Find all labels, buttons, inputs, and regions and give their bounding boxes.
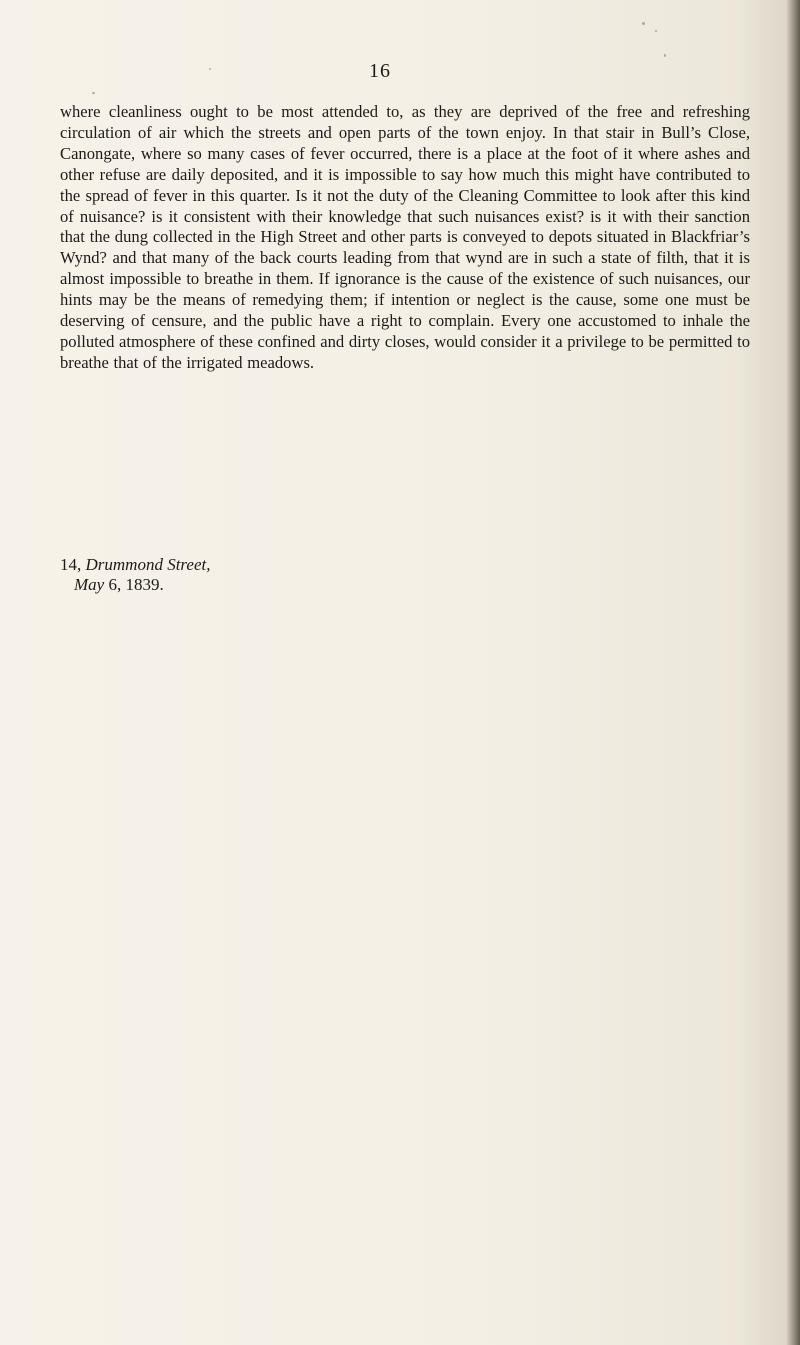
signature-address — [60, 555, 210, 575]
address-street: Drummond Street, — [85, 555, 211, 574]
page-edge-shadow — [786, 0, 800, 1345]
paper-speckle — [642, 22, 645, 25]
signature-date — [74, 575, 210, 595]
paper-speckle — [92, 92, 95, 94]
paper-speckle — [209, 68, 211, 70]
paper-speckle — [664, 54, 666, 57]
signature-block — [60, 555, 210, 595]
body-paragraph: where cleanliness ought to be most attended to, as they are deprived of the free and refreshing circulation of air which the streets and open parts of the town enjoy. In that stair in Bull’s Close, Canongate, where so many cases of fever occurred, there is a place at the foot of it where ashes and other refuse are daily deposited, and it is impossible to say how much this might have contributed to the spread of fever in this quarter. Is it not the duty of the Cleaning Committee to look after this kind of nuisance? is it consistent with their knowledge that such nuisances exist? is it with their sanction that the dung collected in the High Street and other parts is conveyed to depots situated in Blackfriar’s Wynd? and that many of the back courts leading from that wynd are in such a state of filth, that it is almost impossible to breathe in them. If ignorance is the cause of the existence of such nuisances, our hints may be the means of remedying them; if intention or neglect is the cause, some one must be deserving of censure, and the public have a right to complain. Every one accustomed to inhale the polluted atmosphere of these confined and dirty closes, would consider it a privilege to be permitted to breathe that of the irrigated meadows. — [60, 102, 750, 372]
address-number: 14, — [60, 555, 82, 574]
date-month: May — [74, 575, 105, 594]
page-number: 16 — [369, 60, 391, 82]
paper-speckle — [655, 30, 657, 32]
date-day-year: 6, 1839. — [108, 575, 164, 594]
